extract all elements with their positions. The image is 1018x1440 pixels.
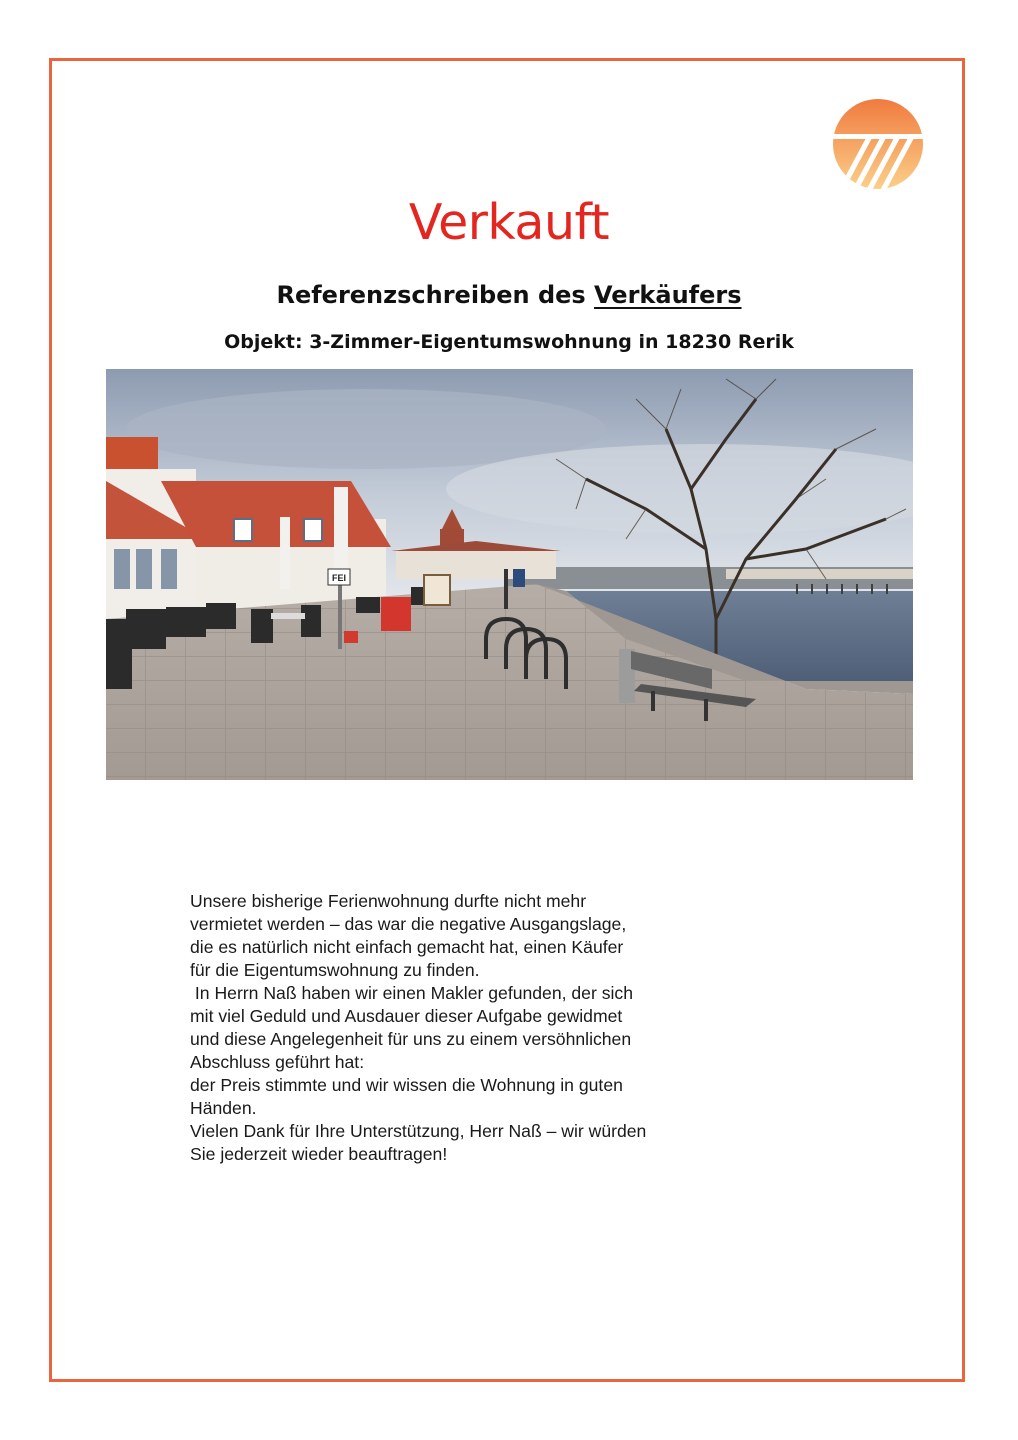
sun-stripes-logo-icon — [832, 98, 924, 190]
cafe-sign-text: FEI — [331, 573, 347, 583]
letter-line: die es natürlich nicht einfach gemacht hat, einen Käufer — [190, 937, 624, 957]
harbour-promenade-photo — [106, 369, 913, 780]
letter-line: Händen. — [190, 1098, 257, 1118]
letter-line: und diese Angelegenheit für uns zu einem versöhnlichen — [190, 1029, 632, 1049]
letter-line: vermietet werden – das war die negative Ausgangslage, — [190, 914, 627, 934]
property-object-line: Objekt: 3-Zimmer-Eigentumswohnung in 18230 Rerik — [224, 331, 794, 353]
reference-letter-title — [0, 281, 1018, 309]
letter-line: für die Eigentumswohnung zu finden. — [190, 960, 480, 980]
reference-letter-body — [190, 890, 770, 1166]
letter-line: Sie jederzeit wieder beauftragen! — [190, 1144, 448, 1164]
reference-title-seller: Verkäufers — [594, 281, 742, 309]
letter-line: Vielen Dank für Ihre Unterstützung, Herr Naß – wir würden — [190, 1121, 647, 1141]
letter-line: der Preis stimmte und wir wissen die Wohnung in guten — [190, 1075, 623, 1095]
letter-line: Abschluss geführt hat: — [190, 1052, 365, 1072]
letter-line: mit viel Geduld und Ausdauer dieser Aufgabe gewidmet — [190, 1006, 623, 1026]
sold-status-heading: Verkauft — [408, 194, 610, 251]
reference-title-prefix: Referenzschreiben des — [276, 281, 595, 309]
letter-line: Unsere bisherige Ferienwohnung durfte nicht mehr — [190, 891, 587, 911]
letter-line: In Herrn Naß haben wir einen Makler gefunden, der sich — [190, 983, 634, 1003]
